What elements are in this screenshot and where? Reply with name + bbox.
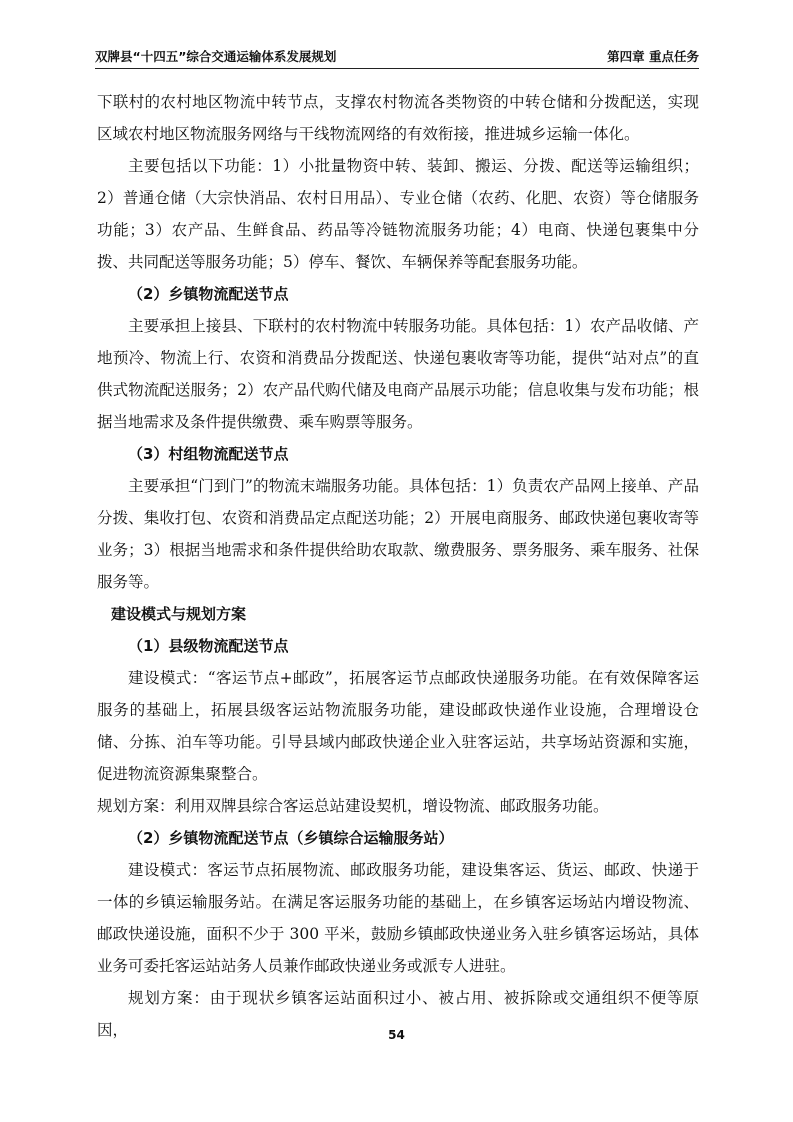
paragraph: 规划方案：由于现状乡镇客运站面积过小、被占用、被拆除或交通组织不便等原因， — [97, 989, 699, 1039]
section-heading: 建设模式与规划方案 — [111, 605, 247, 623]
subheading: （3）村组物流配送节点 — [128, 445, 289, 463]
paragraph: 规划方案：利用双牌县综合客运总站建设契机，增设物流、邮政服务功能。 — [97, 797, 609, 815]
header-rule — [95, 68, 699, 69]
header-chapter: 第四章 重点任务 — [607, 49, 699, 64]
page-number: 54 — [388, 1028, 405, 1042]
subheading: （2）乡镇物流配送节点 — [128, 285, 289, 303]
page-body — [97, 86, 699, 1046]
paragraph: 主要包括以下功能：1）小批量物资中转、装卸、搬运、分拨、配送等运输组织； 2）普通仓储（大宗快消品、农村日用品）、专业仓储（农药、化肥、农资）等仓储服务功能；3）农产品、生鲜食品、药品等冷链物流服务功能；4）电商、快递包裹集中分拨、共同配送等服务功能；5）停车、餐饮、车辆保养等配套服务功能。 — [97, 157, 699, 271]
paragraph: 建设模式：“客运节点+邮政”，拓展客运节点邮政快递服务功能。在有效保障客运服务的基础上，拓展县级客运站物流服务功能，建设邮政快递作业设施，合理增设仓储、分拣、泊车等功能。引导县域内邮政快递企业入驻客运站，共享场站资源和实施，促进物流资源集聚整合。 — [97, 669, 699, 783]
paragraph: 主要承担“门到门”的物流末端服务功能。具体包括：1）负责农产品网上接单、产品分拨、集收打包、农资和消费品定点配送功能；2）开展电商服务、邮政快递包裹收寄等业务；3）根据当地需求和条件提供给助农取款、缴费服务、票务服务、乘车服务、社保服务等。 — [97, 477, 699, 591]
header-title: 双牌县“十四五”综合交通运输体系发展规划 — [95, 49, 337, 64]
paragraph: 主要承担上接县、下联村的农村物流中转服务功能。具体包括：1）农产品收储、产地预冷、物流上行、农资和消费品分拨配送、快递包裹收寄等功能，提供“站对点”的直供式物流配送服务；2）农产品代购代储及电商产品展示功能；信息收集与发布功能；根据当地需求及条件提供缴费、乘车购票等服务。 — [97, 317, 699, 431]
running-header — [95, 47, 699, 67]
paragraph: 建设模式：客运节点拓展物流、邮政服务功能，建设集客运、货运、邮政、快递于一体的乡镇运输服务站。在满足客运服务功能的基础上，在乡镇客运场站内增设物流、邮政快递设施，面积不少于 300 平米，鼓励乡镇邮政快递业务入驻乡镇客运场站，具体业务可委托客运站站务人员兼作邮政快递业务或派专人进驻。 — [97, 861, 699, 975]
paragraph: 下联村的农村地区物流中转节点，支撑农村物流各类物资的中转仓储和分拨配送，实现区域农村地区物流服务网络与干线物流网络的有效衔接，推进城乡运输一体化。 — [97, 93, 699, 143]
subheading: （1）县级物流配送节点 — [128, 637, 289, 655]
subheading: （2）乡镇物流配送节点（乡镇综合运输服务站） — [128, 829, 454, 847]
